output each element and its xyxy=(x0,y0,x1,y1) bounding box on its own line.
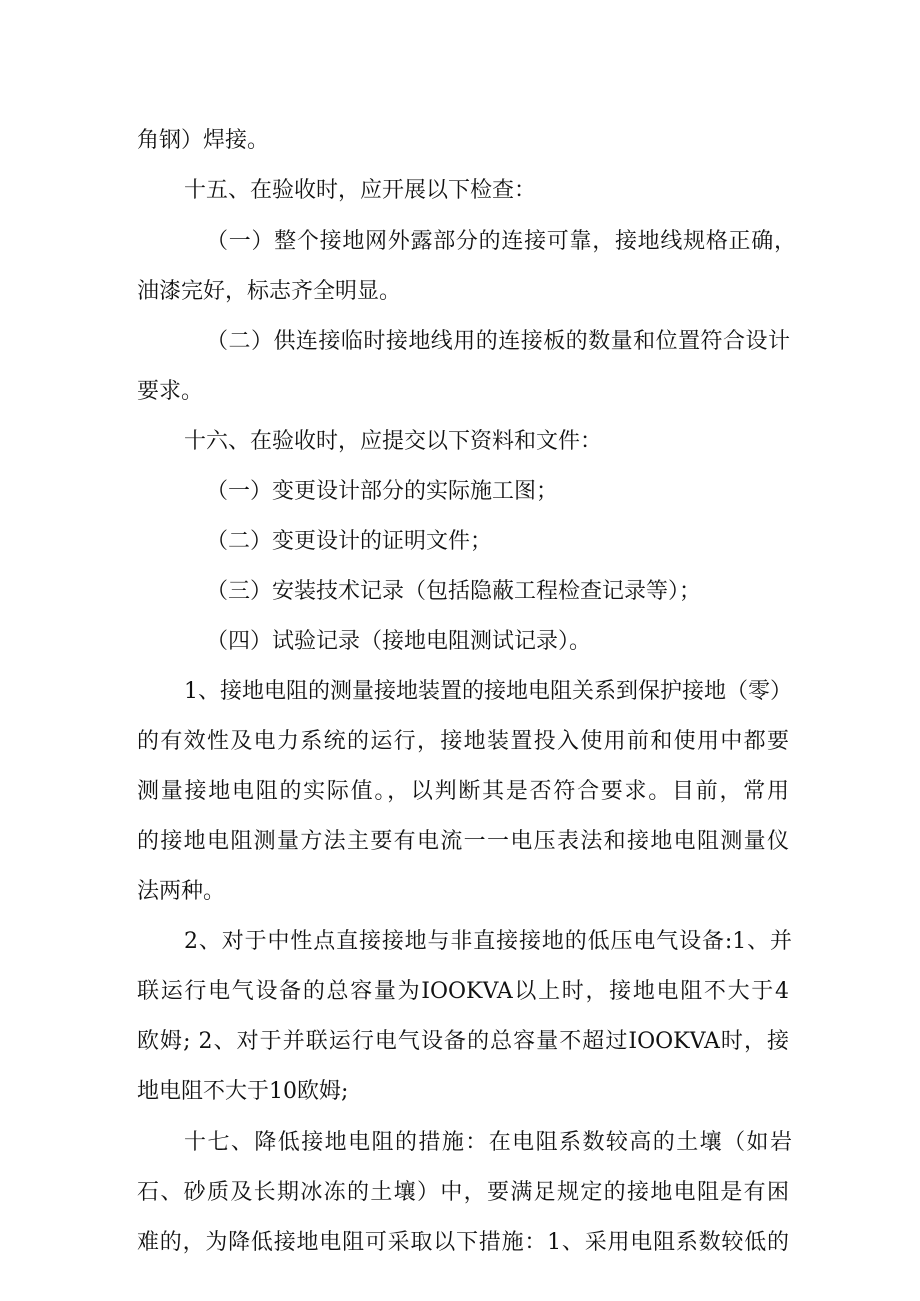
text-line: （二）供连接临时接地线用的连接板的数量和位置符合设计 xyxy=(206,329,790,354)
list-item: （三）安装技术记录（包括隐蔽工程检查记录等）； xyxy=(206,579,702,604)
list-item: （一）变更设计部分的实际施工图； xyxy=(206,479,559,504)
text-line: 2、对于中性点直接接地与非直接接地的低压电气设备:1、并 xyxy=(184,929,792,954)
text-line: 测量接地电阻的实际值。，以判断其是否符合要求。目前，常用 xyxy=(137,779,789,804)
text-line: 石、砂质及长期冰冻的土壤）中，要满足规定的接地电阻是有困 xyxy=(137,1180,789,1205)
text-line: 联运行电气设备的总容量为IOOKVA以上时，接地电阻不大于4 xyxy=(137,979,789,1004)
text-line: 法两种。 xyxy=(137,879,226,904)
text-line: 难的，为降低接地电阻可采取以下措施：1、采用电阻系数较低的 xyxy=(137,1230,789,1255)
text-line: 1、接地电阻的测量接地装置的接地电阻关系到保护接地（零） xyxy=(184,679,792,704)
text-line: 欧姆; 2、对于并联运行电气设备的总容量不超过IOOKVA时，接 xyxy=(137,1029,789,1054)
text-line: 角钢）焊接。 xyxy=(137,128,270,153)
text-line: 的接地电阻测量方法主要有电流一一电压表法和接地电阻测量仪 xyxy=(137,829,789,854)
text-line: 要求。 xyxy=(137,379,204,404)
list-item: （四）试验记录（接地电阻测试记录）。 xyxy=(206,629,592,654)
section-heading: 十六、在验收时，应提交以下资料和文件： xyxy=(184,429,603,454)
text-line: （一）整个接地网外露部分的连接可靠，接地线规格正确， xyxy=(206,229,796,254)
text-line: 油漆完好，标志齐全明显。 xyxy=(137,279,402,304)
section-heading: 十七、降低接地电阻的措施：在电阻系数较高的土壤（如岩 xyxy=(184,1130,792,1155)
text-line: 的有效性及电力系统的运行，接地装置投入使用前和使用中都要 xyxy=(137,729,789,754)
section-heading: 十五、在验收时，应开展以下检查： xyxy=(184,178,537,203)
text-line: 地电阻不大于10欧姆; xyxy=(137,1079,349,1104)
list-item: （二）变更设计的证明文件； xyxy=(206,529,493,554)
